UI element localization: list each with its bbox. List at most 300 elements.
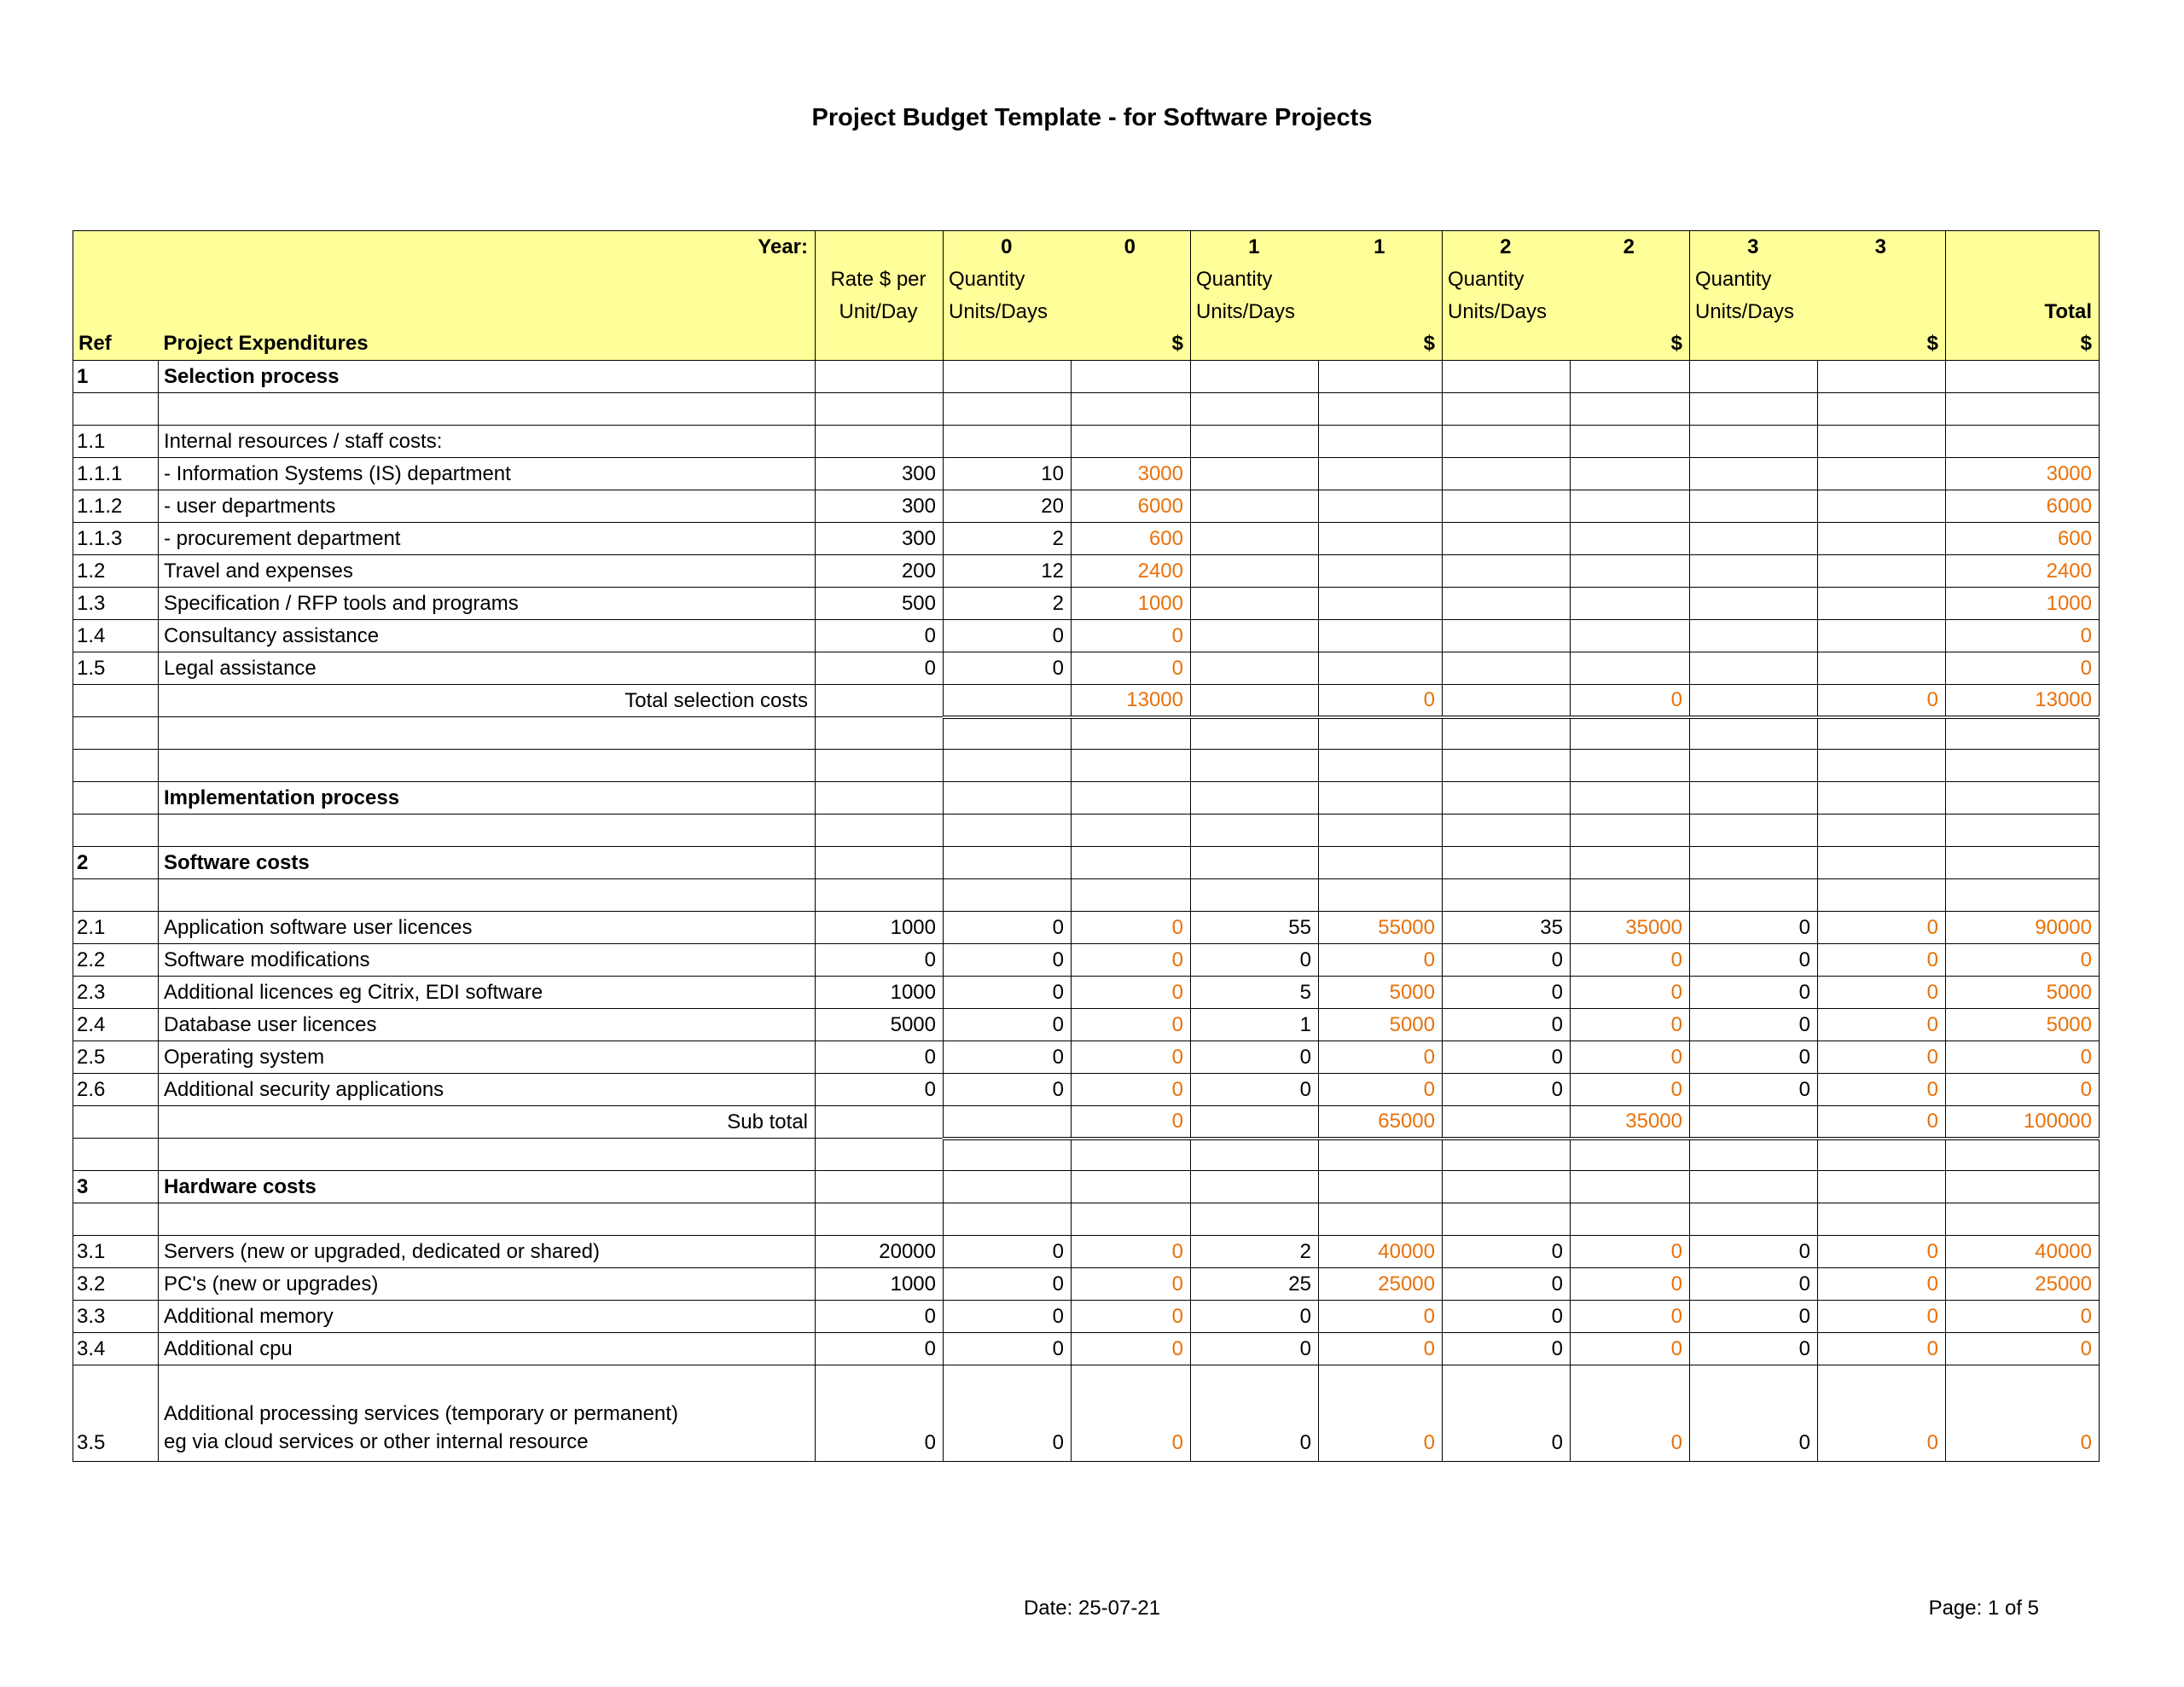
- cell-value: 0: [1072, 1365, 1191, 1462]
- cell-label: Software costs: [159, 847, 816, 879]
- cell-value: [944, 685, 1072, 717]
- cell-ref: [73, 815, 159, 847]
- cell-value: 0: [816, 1333, 944, 1365]
- table-row: [73, 523, 2100, 555]
- header-cell: [816, 328, 944, 361]
- cell-ref: 1.3: [73, 588, 159, 620]
- cell-value: 0: [1443, 1333, 1571, 1365]
- cell-value: [1818, 361, 1946, 393]
- cell-value: [1191, 555, 1319, 588]
- cell-value: 35: [1443, 912, 1571, 944]
- cell-value: [1690, 523, 1818, 555]
- cell-value: [1319, 361, 1443, 393]
- header-cell: Year:: [159, 231, 816, 264]
- cell-value: 55000: [1319, 912, 1443, 944]
- cell-value: [1191, 1171, 1319, 1203]
- cell-value: [944, 1139, 1072, 1171]
- cell-label: Consultancy assistance: [159, 620, 816, 652]
- cell-value: [1191, 588, 1319, 620]
- cell-ref: 3.4: [73, 1333, 159, 1365]
- cell-label: PC's (new or upgrades): [159, 1268, 816, 1301]
- cell-value: [1191, 620, 1319, 652]
- cell-label: Operating system: [159, 1041, 816, 1074]
- cell-value: 0: [1946, 1041, 2100, 1074]
- cell-value: 0: [1690, 944, 1818, 977]
- table-row: [73, 393, 2100, 426]
- cell-label: Application software user licences: [159, 912, 816, 944]
- cell-value: [1946, 750, 2100, 782]
- cell-value: [1319, 620, 1443, 652]
- cell-label: Database user licences: [159, 1009, 816, 1041]
- table-row: [73, 685, 2100, 717]
- cell-value: 13000: [1946, 685, 2100, 717]
- cell-value: 0: [1443, 1041, 1571, 1074]
- cell-ref: 2.3: [73, 977, 159, 1009]
- cell-value: [1072, 1171, 1191, 1203]
- cell-value: [1818, 879, 1946, 912]
- cell-value: 0: [1571, 1074, 1690, 1106]
- cell-label: Travel and expenses: [159, 555, 816, 588]
- cell-value: 200: [816, 555, 944, 588]
- cell-value: [1319, 1139, 1443, 1171]
- cell-value: 0: [1072, 1236, 1191, 1268]
- cell-value: [1571, 1171, 1690, 1203]
- cell-value: [1319, 750, 1443, 782]
- cell-value: 2400: [1946, 555, 2100, 588]
- header-cell: 3: [1818, 231, 1946, 264]
- cell-value: 0: [1946, 1333, 2100, 1365]
- cell-ref: 1.1.3: [73, 523, 159, 555]
- cell-value: [816, 1203, 944, 1236]
- cell-value: [1443, 490, 1571, 523]
- cell-value: [1072, 361, 1191, 393]
- cell-value: [1191, 750, 1319, 782]
- cell-value: 0: [944, 1268, 1072, 1301]
- cell-value: [1690, 555, 1818, 588]
- cell-value: 0: [944, 1074, 1072, 1106]
- cell-value: 1000: [1072, 588, 1191, 620]
- cell-value: [816, 782, 944, 815]
- cell-value: 0: [816, 652, 944, 685]
- cell-value: [1818, 717, 1946, 750]
- cell-label: Servers (new or upgraded, dedicated or shared): [159, 1236, 816, 1268]
- cell-value: [1690, 685, 1818, 717]
- table-row: [73, 1106, 2100, 1139]
- cell-value: 0: [944, 1009, 1072, 1041]
- cell-value: [1690, 620, 1818, 652]
- cell-value: [1690, 782, 1818, 815]
- cell-value: [816, 815, 944, 847]
- cell-label: Hardware costs: [159, 1171, 816, 1203]
- cell-value: [1319, 426, 1443, 458]
- cell-value: [1818, 815, 1946, 847]
- cell-value: 0: [816, 1365, 944, 1462]
- cell-value: [1571, 1203, 1690, 1236]
- header-cell: 1: [1191, 231, 1319, 264]
- cell-value: [1690, 1203, 1818, 1236]
- cell-value: 0: [1571, 1365, 1690, 1462]
- cell-value: 0: [1818, 1106, 1946, 1139]
- cell-value: 1000: [816, 977, 944, 1009]
- cell-value: [1191, 490, 1319, 523]
- cell-value: 0: [816, 944, 944, 977]
- cell-value: 0: [1571, 1268, 1690, 1301]
- cell-value: 13000: [1072, 685, 1191, 717]
- cell-value: 0: [1191, 1301, 1319, 1333]
- cell-value: 2400: [1072, 555, 1191, 588]
- cell-value: [1690, 652, 1818, 685]
- cell-value: [816, 361, 944, 393]
- cell-value: 0: [1571, 1333, 1690, 1365]
- cell-value: 55: [1191, 912, 1319, 944]
- cell-value: [1946, 717, 2100, 750]
- cell-value: [1191, 652, 1319, 685]
- cell-value: [1319, 717, 1443, 750]
- cell-value: [1443, 361, 1571, 393]
- header-cell: Project Expenditures: [159, 328, 816, 361]
- cell-value: 600: [1072, 523, 1191, 555]
- cell-value: [816, 393, 944, 426]
- cell-value: [1571, 393, 1690, 426]
- cell-value: 0: [944, 1365, 1072, 1462]
- cell-value: [1319, 393, 1443, 426]
- cell-ref: [73, 685, 159, 717]
- cell-value: [816, 685, 944, 717]
- cell-value: 0: [944, 620, 1072, 652]
- table-row: [73, 847, 2100, 879]
- cell-value: 12: [944, 555, 1072, 588]
- cell-value: [944, 1203, 1072, 1236]
- header-cell: 2: [1571, 231, 1690, 264]
- cell-value: 0: [1319, 1301, 1443, 1333]
- cell-value: [1818, 458, 1946, 490]
- header-cell: 1: [1319, 231, 1443, 264]
- cell-value: [1443, 426, 1571, 458]
- cell-value: [816, 1171, 944, 1203]
- cell-value: 0: [816, 1074, 944, 1106]
- cell-value: 0: [1690, 1236, 1818, 1268]
- header-cell: $: [1946, 328, 2100, 361]
- header-cell: [1946, 264, 2100, 296]
- cell-ref: 2.1: [73, 912, 159, 944]
- cell-value: [1818, 782, 1946, 815]
- cell-value: 5000: [1319, 1009, 1443, 1041]
- cell-value: 0: [1072, 652, 1191, 685]
- cell-value: 0: [1072, 1268, 1191, 1301]
- cell-value: 0: [1191, 944, 1319, 977]
- cell-value: 0: [944, 912, 1072, 944]
- cell-value: [1191, 815, 1319, 847]
- header-cell: $: [1319, 328, 1443, 361]
- header-cell: [159, 296, 816, 328]
- cell-value: 0: [1191, 1333, 1319, 1365]
- table-row: [73, 815, 2100, 847]
- cell-value: [1191, 1203, 1319, 1236]
- cell-value: [1690, 750, 1818, 782]
- table-row: [73, 490, 2100, 523]
- cell-value: 1: [1191, 1009, 1319, 1041]
- cell-value: [1818, 1203, 1946, 1236]
- table-row: [73, 1301, 2100, 1333]
- cell-value: 0: [1443, 944, 1571, 977]
- cell-label: Additional cpu: [159, 1333, 816, 1365]
- cell-ref: 3.1: [73, 1236, 159, 1268]
- table-row: [73, 1009, 2100, 1041]
- cell-value: 25000: [1946, 1268, 2100, 1301]
- cell-value: [1946, 815, 2100, 847]
- cell-value: 0: [1690, 1268, 1818, 1301]
- table-row: [73, 1171, 2100, 1203]
- cell-ref: [73, 1139, 159, 1171]
- table-row: [73, 782, 2100, 815]
- cell-value: [1319, 490, 1443, 523]
- cell-ref: 1.1: [73, 426, 159, 458]
- cell-label: Additional licences eg Citrix, EDI software: [159, 977, 816, 1009]
- header-cell: [1571, 264, 1690, 296]
- cell-value: [1946, 1171, 2100, 1203]
- table-row: [73, 1333, 2100, 1365]
- cell-value: 20000: [816, 1236, 944, 1268]
- cell-value: [1319, 782, 1443, 815]
- cell-ref: [73, 750, 159, 782]
- cell-value: 300: [816, 523, 944, 555]
- cell-label: - procurement department: [159, 523, 816, 555]
- cell-value: [1443, 1139, 1571, 1171]
- cell-label: - Information Systems (IS) department: [159, 458, 816, 490]
- cell-ref: 3.2: [73, 1268, 159, 1301]
- cell-label: [159, 393, 816, 426]
- cell-value: 0: [1690, 1041, 1818, 1074]
- cell-label: [159, 1203, 816, 1236]
- cell-label: Additional security applications: [159, 1074, 816, 1106]
- cell-ref: 3.3: [73, 1301, 159, 1333]
- header-cell: 0: [944, 231, 1072, 264]
- cell-value: 25000: [1319, 1268, 1443, 1301]
- cell-value: [1571, 361, 1690, 393]
- cell-value: 0: [1072, 1009, 1191, 1041]
- footer-page: Page: 1 of 5: [1928, 1597, 2039, 1620]
- cell-value: [1443, 847, 1571, 879]
- header-cell: [1072, 296, 1191, 328]
- cell-value: [816, 879, 944, 912]
- cell-value: [1690, 1171, 1818, 1203]
- cell-value: 0: [1571, 1301, 1690, 1333]
- cell-value: [1443, 750, 1571, 782]
- table-row: [73, 620, 2100, 652]
- cell-value: [1443, 523, 1571, 555]
- cell-value: [1443, 458, 1571, 490]
- cell-value: 0: [1818, 1074, 1946, 1106]
- cell-value: 0: [1818, 1333, 1946, 1365]
- table-row: [73, 1365, 2100, 1462]
- cell-value: [1443, 815, 1571, 847]
- cell-value: 0: [1319, 1041, 1443, 1074]
- cell-value: 5000: [816, 1009, 944, 1041]
- header-cell: Units/Days: [1443, 296, 1571, 328]
- cell-value: [1690, 815, 1818, 847]
- cell-value: 0: [1443, 1074, 1571, 1106]
- cell-value: [1818, 588, 1946, 620]
- header-cell: Units/Days: [1191, 296, 1319, 328]
- cell-value: 0: [1818, 1365, 1946, 1462]
- cell-value: 40000: [1319, 1236, 1443, 1268]
- cell-value: [1818, 555, 1946, 588]
- header-cell: [73, 264, 159, 296]
- table-row: [73, 458, 2100, 490]
- cell-value: [1191, 717, 1319, 750]
- header-cell: Quantity: [944, 264, 1072, 296]
- cell-value: [944, 361, 1072, 393]
- cell-label: Total selection costs: [159, 685, 816, 717]
- cell-value: [1072, 717, 1191, 750]
- cell-value: 0: [1818, 944, 1946, 977]
- cell-value: [1191, 458, 1319, 490]
- header-cell: [1443, 328, 1571, 361]
- header-cell: [1690, 328, 1818, 361]
- cell-value: 20: [944, 490, 1072, 523]
- cell-value: 0: [1571, 1041, 1690, 1074]
- cell-value: [1690, 717, 1818, 750]
- cell-value: [816, 1139, 944, 1171]
- cell-value: 0: [1443, 1236, 1571, 1268]
- cell-value: 0: [1072, 1301, 1191, 1333]
- header-cell: [944, 328, 1072, 361]
- cell-ref: 1.4: [73, 620, 159, 652]
- cell-value: [1443, 1171, 1571, 1203]
- cell-value: 0: [1946, 1301, 2100, 1333]
- cell-value: 2: [944, 523, 1072, 555]
- header-cell: [1818, 296, 1946, 328]
- cell-value: [1072, 426, 1191, 458]
- cell-value: [1946, 1203, 2100, 1236]
- cell-value: [1191, 1106, 1319, 1139]
- cell-value: 0: [1443, 1268, 1571, 1301]
- cell-value: [816, 426, 944, 458]
- cell-value: [1191, 361, 1319, 393]
- cell-value: 300: [816, 458, 944, 490]
- cell-value: [1571, 652, 1690, 685]
- cell-value: [1690, 458, 1818, 490]
- cell-value: [1319, 847, 1443, 879]
- header-cell: [159, 264, 816, 296]
- cell-ref: 3.5: [73, 1365, 159, 1462]
- cell-value: 3000: [1072, 458, 1191, 490]
- cell-ref: 1.5: [73, 652, 159, 685]
- cell-value: [1571, 620, 1690, 652]
- cell-value: 0: [1319, 1074, 1443, 1106]
- cell-value: [1946, 1139, 2100, 1171]
- cell-value: 0: [1191, 1365, 1319, 1462]
- cell-ref: 1.2: [73, 555, 159, 588]
- cell-value: 65000: [1319, 1106, 1443, 1139]
- cell-value: 0: [1072, 944, 1191, 977]
- table-row: [73, 1041, 2100, 1074]
- cell-value: [1319, 1171, 1443, 1203]
- cell-value: 0: [816, 1041, 944, 1074]
- cell-value: 2: [944, 588, 1072, 620]
- cell-value: [1946, 847, 2100, 879]
- cell-label: Internal resources / staff costs:: [159, 426, 816, 458]
- cell-value: 0: [1690, 977, 1818, 1009]
- cell-value: [1072, 847, 1191, 879]
- cell-ref: [73, 1203, 159, 1236]
- cell-ref: [73, 1106, 159, 1139]
- header-cell: [1191, 328, 1319, 361]
- cell-value: 0: [1818, 1268, 1946, 1301]
- cell-value: 0: [1319, 1365, 1443, 1462]
- cell-value: [1571, 426, 1690, 458]
- cell-value: 0: [1946, 620, 2100, 652]
- budget-table-body: [73, 231, 2100, 1462]
- table-row: [73, 912, 2100, 944]
- cell-label: Selection process: [159, 361, 816, 393]
- cell-value: 40000: [1946, 1236, 2100, 1268]
- cell-ref: 2.5: [73, 1041, 159, 1074]
- header-cell: [73, 231, 159, 264]
- cell-value: [1443, 717, 1571, 750]
- header-cell: 0: [1072, 231, 1191, 264]
- cell-value: [1690, 847, 1818, 879]
- cell-label: [159, 750, 816, 782]
- cell-ref: 1.1.1: [73, 458, 159, 490]
- cell-label: Additional memory: [159, 1301, 816, 1333]
- table-row: [73, 1074, 2100, 1106]
- cell-value: [944, 1171, 1072, 1203]
- cell-value: [1818, 1171, 1946, 1203]
- cell-value: 5000: [1946, 977, 2100, 1009]
- cell-ref: 3: [73, 1171, 159, 1203]
- cell-value: [1818, 620, 1946, 652]
- cell-value: 0: [944, 977, 1072, 1009]
- cell-value: 25: [1191, 1268, 1319, 1301]
- cell-value: [1571, 815, 1690, 847]
- cell-value: 600: [1946, 523, 2100, 555]
- cell-value: 0: [1443, 1009, 1571, 1041]
- cell-value: [1443, 685, 1571, 717]
- cell-value: 5000: [1946, 1009, 2100, 1041]
- header-cell: [73, 296, 159, 328]
- cell-value: [816, 717, 944, 750]
- cell-ref: 2: [73, 847, 159, 879]
- cell-value: [944, 717, 1072, 750]
- cell-value: [1571, 879, 1690, 912]
- cell-value: 3000: [1946, 458, 2100, 490]
- cell-value: 1000: [816, 1268, 944, 1301]
- table-row: [73, 977, 2100, 1009]
- cell-value: [1443, 555, 1571, 588]
- cell-value: [1191, 847, 1319, 879]
- table-row: [73, 652, 2100, 685]
- cell-value: [1319, 458, 1443, 490]
- cell-value: [1443, 588, 1571, 620]
- cell-value: [1191, 523, 1319, 555]
- cell-value: 1000: [816, 912, 944, 944]
- cell-value: 0: [1571, 944, 1690, 977]
- cell-value: [1191, 879, 1319, 912]
- table-row: [73, 1203, 2100, 1236]
- header-cell: [1571, 296, 1690, 328]
- cell-value: 0: [1946, 944, 2100, 977]
- cell-label: Implementation process: [159, 782, 816, 815]
- header-cell: 3: [1690, 231, 1818, 264]
- header-cell: Quantity: [1443, 264, 1571, 296]
- cell-value: [1443, 879, 1571, 912]
- cell-value: [1191, 426, 1319, 458]
- cell-value: [1690, 588, 1818, 620]
- cell-value: [1072, 1203, 1191, 1236]
- cell-value: [1690, 393, 1818, 426]
- cell-value: [1191, 1139, 1319, 1171]
